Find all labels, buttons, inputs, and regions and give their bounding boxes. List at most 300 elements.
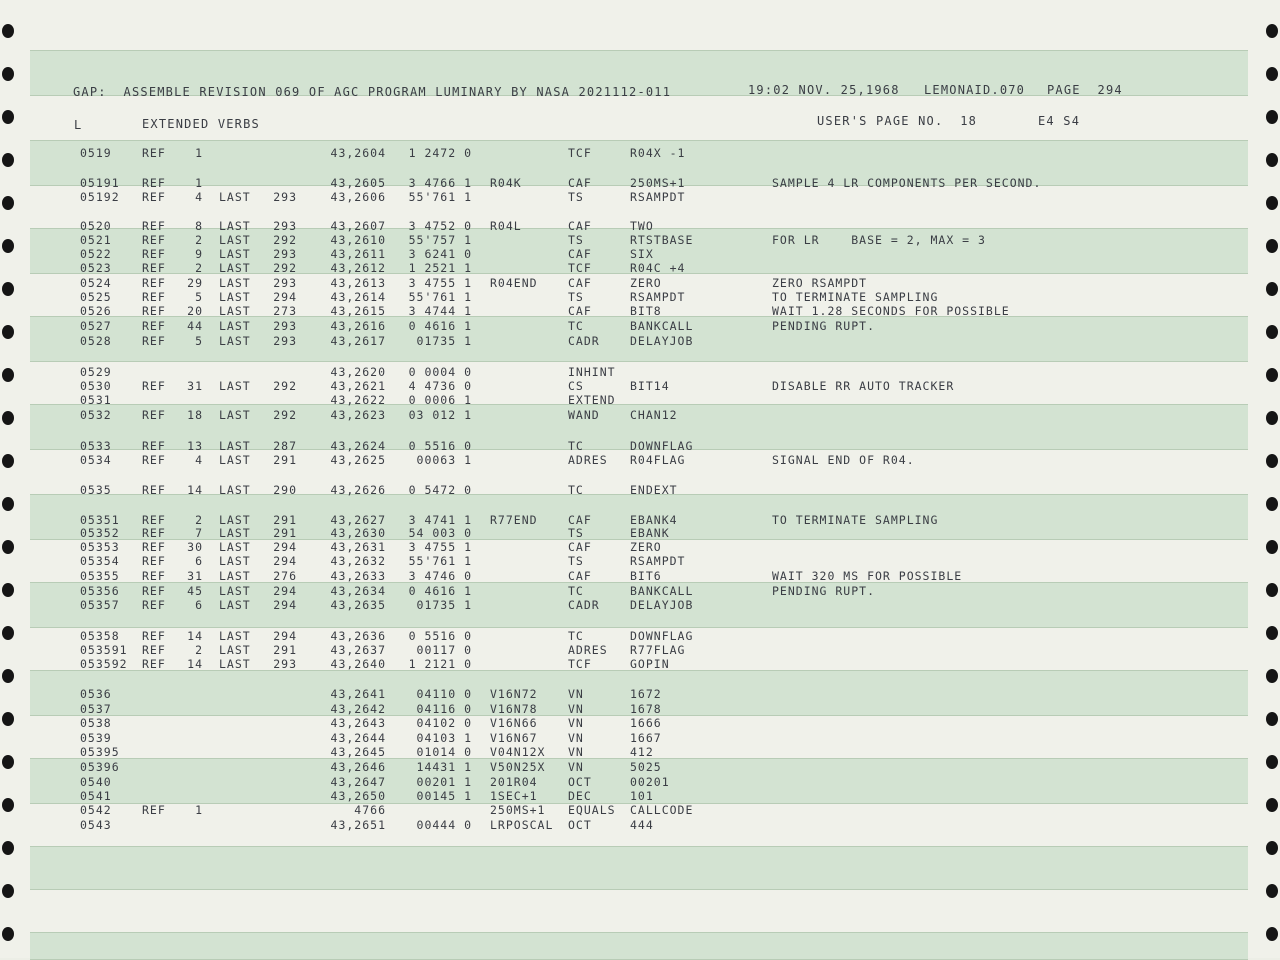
operand: R04X -1 — [630, 146, 686, 160]
ref-tag: REF — [142, 569, 166, 583]
ref-tag: REF — [142, 629, 166, 643]
line-number: 05395 — [80, 745, 120, 759]
last-page: 293 — [273, 334, 297, 348]
last-tag: LAST — [219, 261, 251, 275]
tractor-feed-hole — [1266, 368, 1278, 382]
label: V50N25X — [490, 760, 546, 774]
operand: RSAMPDT — [630, 190, 686, 204]
octal-word: 55'761 1 — [408, 554, 472, 568]
address: 43,2632 — [330, 554, 386, 568]
operand: DOWNFLAG — [630, 439, 694, 453]
line-number: 0536 — [80, 687, 112, 701]
tractor-feed-hole — [2, 325, 14, 339]
octal-word: 4 4736 0 — [408, 379, 472, 393]
line-number: 0519 — [80, 146, 112, 160]
listing-source: LEMONAID.070 — [924, 83, 1026, 97]
ref-count: 30 — [187, 540, 203, 554]
last-tag: LAST — [219, 584, 251, 598]
line-number: 0529 — [80, 365, 112, 379]
label: 1SEC+1 — [490, 789, 538, 803]
opcode: CADR — [568, 598, 600, 612]
address: 43,2647 — [330, 775, 386, 789]
opcode: TS — [568, 526, 584, 540]
opcode: CADR — [568, 334, 600, 348]
opcode: DEC — [568, 789, 592, 803]
ref-tag: REF — [142, 219, 166, 233]
octal-word: 01735 1 — [416, 334, 472, 348]
address: 43,2615 — [330, 304, 386, 318]
tractor-feed-hole — [1266, 927, 1278, 941]
section-title: EXTENDED VERBS — [142, 117, 260, 131]
line-number: 0530 — [80, 379, 112, 393]
ref-tag: REF — [142, 439, 166, 453]
operand: R04FLAG — [630, 453, 686, 467]
operand: RSAMPDT — [630, 290, 686, 304]
address: 43,2646 — [330, 760, 386, 774]
octal-word: 3 4755 1 — [408, 276, 472, 290]
operand: 5025 — [630, 760, 662, 774]
label: R04END — [490, 276, 538, 290]
operand: BIT8 — [630, 304, 662, 318]
address: 43,2645 — [330, 745, 386, 759]
operand: 101 — [630, 789, 654, 803]
comment: TO TERMINATE SAMPLING — [772, 290, 939, 304]
operand: 444 — [630, 818, 654, 832]
label: R77END — [490, 513, 538, 527]
ref-count: 29 — [187, 276, 203, 290]
tractor-feed-hole — [1266, 884, 1278, 898]
operand: R77FLAG — [630, 643, 686, 657]
ref-tag: REF — [142, 526, 166, 540]
line-number: 05358 — [80, 629, 120, 643]
address: 43,2626 — [330, 483, 386, 497]
ref-count: 31 — [187, 379, 203, 393]
tractor-feed-hole — [2, 497, 14, 511]
ref-count: 1 — [195, 176, 203, 190]
ref-count: 1 — [195, 803, 203, 817]
operand: CALLCODE — [630, 803, 694, 817]
tractor-feed-hole — [1266, 153, 1278, 167]
octal-word: 3 4741 1 — [408, 513, 472, 527]
octal-word: 14431 1 — [416, 760, 472, 774]
line-number: 0524 — [80, 276, 112, 290]
line-number: 0537 — [80, 702, 112, 716]
opcode: ADRES — [568, 643, 608, 657]
last-tag: LAST — [219, 453, 251, 467]
ref-tag: REF — [142, 657, 166, 671]
operand: DELAYJOB — [630, 598, 694, 612]
last-tag: LAST — [219, 233, 251, 247]
ref-count: 7 — [195, 526, 203, 540]
last-page: 291 — [273, 453, 297, 467]
tractor-feed-hole — [2, 196, 14, 210]
octal-word: 00444 0 — [416, 818, 472, 832]
operand: 250MS+1 — [630, 176, 686, 190]
comment: PENDING RUPT. — [772, 319, 876, 333]
opcode: TCF — [568, 261, 592, 275]
ref-count: 45 — [187, 584, 203, 598]
tractor-feed-hole — [2, 282, 14, 296]
address: 43,2614 — [330, 290, 386, 304]
last-tag: LAST — [219, 643, 251, 657]
tractor-feed-hole — [2, 153, 14, 167]
last-tag: LAST — [219, 657, 251, 671]
last-page: 291 — [273, 643, 297, 657]
octal-word: 04110 0 — [416, 687, 472, 701]
last-tag: LAST — [219, 304, 251, 318]
opcode: TS — [568, 290, 584, 304]
address: 43,2606 — [330, 190, 386, 204]
ref-tag: REF — [142, 643, 166, 657]
octal-word: 03 012 1 — [408, 408, 472, 422]
opcode: CAF — [568, 219, 592, 233]
label: V16N72 — [490, 687, 538, 701]
last-page: 294 — [273, 540, 297, 554]
line-number: 0522 — [80, 247, 112, 261]
opcode: CAF — [568, 540, 592, 554]
line-number: 0539 — [80, 731, 112, 745]
label: R04K — [490, 176, 522, 190]
opcode: VN — [568, 687, 584, 701]
ref-tag: REF — [142, 233, 166, 247]
address: 43,2622 — [330, 393, 386, 407]
last-page: 294 — [273, 598, 297, 612]
octal-word: 0 5472 0 — [408, 483, 472, 497]
last-page: 293 — [273, 247, 297, 261]
tractor-feed-hole — [1266, 67, 1278, 81]
address: 43,2621 — [330, 379, 386, 393]
ref-tag: REF — [142, 598, 166, 612]
address: 43,2640 — [330, 657, 386, 671]
line-number: 05355 — [80, 569, 120, 583]
tractor-feed-hole — [1266, 24, 1278, 38]
tractor-feed-hole — [1266, 669, 1278, 683]
last-tag: LAST — [219, 290, 251, 304]
tractor-feed-hole — [1266, 454, 1278, 468]
octal-word: 01735 1 — [416, 598, 472, 612]
line-number: 0540 — [80, 775, 112, 789]
octal-word: 0 4616 1 — [408, 584, 472, 598]
tractor-feed-hole — [2, 583, 14, 597]
ref-count: 2 — [195, 513, 203, 527]
last-tag: LAST — [219, 598, 251, 612]
last-tag: LAST — [219, 629, 251, 643]
operand: TWO — [630, 219, 654, 233]
address: 43,2642 — [330, 702, 386, 716]
operand: BANKCALL — [630, 584, 694, 598]
label: 201R04 — [490, 775, 538, 789]
operand: GOPIN — [630, 657, 670, 671]
opcode: EXTEND — [568, 393, 616, 407]
opcode: VN — [568, 702, 584, 716]
label: LRPOSCAL — [490, 818, 554, 832]
tractor-feed-hole — [2, 239, 14, 253]
tractor-feed-hole — [1266, 626, 1278, 640]
operand: 412 — [630, 745, 654, 759]
operand: ZERO — [630, 540, 662, 554]
tractor-feed-hole — [2, 24, 14, 38]
tractor-feed-hole — [2, 368, 14, 382]
ref-tag: REF — [142, 304, 166, 318]
octal-word: 1 2521 1 — [408, 261, 472, 275]
last-tag: LAST — [219, 554, 251, 568]
ref-tag: REF — [142, 408, 166, 422]
opcode: VN — [568, 731, 584, 745]
comment: FOR LR BASE = 2, MAX = 3 — [772, 233, 986, 247]
octal-word: 3 6241 0 — [408, 247, 472, 261]
opcode: CAF — [568, 276, 592, 290]
last-page: 287 — [273, 439, 297, 453]
tractor-feed-hole — [2, 884, 14, 898]
operand: DOWNFLAG — [630, 629, 694, 643]
ref-count: 44 — [187, 319, 203, 333]
line-number: 0533 — [80, 439, 112, 453]
page-number: PAGE 294 — [1047, 83, 1123, 97]
line-number: 053591 — [80, 643, 128, 657]
octal-word: 3 4746 0 — [408, 569, 472, 583]
last-tag: LAST — [219, 513, 251, 527]
opcode: TC — [568, 319, 584, 333]
address: 43,2617 — [330, 334, 386, 348]
address: 43,2650 — [330, 789, 386, 803]
octal-word: 01014 0 — [416, 745, 472, 759]
comment: ZERO RSAMPDT — [772, 276, 868, 290]
operand: 1678 — [630, 702, 662, 716]
last-page: 291 — [273, 526, 297, 540]
operand: CHAN12 — [630, 408, 678, 422]
tractor-feed-hole — [2, 110, 14, 124]
octal-word: 55'761 1 — [408, 190, 472, 204]
tractor-feed-hole — [1266, 497, 1278, 511]
tractor-feed-hole — [2, 454, 14, 468]
opcode: CAF — [568, 304, 592, 318]
ref-count: 9 — [195, 247, 203, 261]
ref-count: 4 — [195, 453, 203, 467]
address: 43,2633 — [330, 569, 386, 583]
line-number: 05351 — [80, 513, 120, 527]
operand: RSAMPDT — [630, 554, 686, 568]
line-number: 0523 — [80, 261, 112, 275]
operand: 1667 — [630, 731, 662, 745]
octal-word: 3 4752 0 — [408, 219, 472, 233]
ref-count: 13 — [187, 439, 203, 453]
opcode: TC — [568, 439, 584, 453]
opcode: TS — [568, 554, 584, 568]
opcode: TS — [568, 190, 584, 204]
line-number: 0525 — [80, 290, 112, 304]
last-page: 293 — [273, 319, 297, 333]
ref-tag: REF — [142, 190, 166, 204]
tractor-feed-hole — [1266, 282, 1278, 296]
last-tag: LAST — [219, 379, 251, 393]
operand: 1672 — [630, 687, 662, 701]
comment: PENDING RUPT. — [772, 584, 876, 598]
tractor-feed-hole — [2, 798, 14, 812]
tractor-feed-hole — [2, 626, 14, 640]
tractor-feed-hole — [2, 540, 14, 554]
ref-tag: REF — [142, 453, 166, 467]
bank-tag: E4 S4 — [1038, 114, 1081, 128]
line-number: 0538 — [80, 716, 112, 730]
ref-tag: REF — [142, 247, 166, 261]
ref-tag: REF — [142, 319, 166, 333]
last-tag: LAST — [219, 219, 251, 233]
opcode: ADRES — [568, 453, 608, 467]
octal-word: 0 4616 1 — [408, 319, 472, 333]
last-page: 292 — [273, 408, 297, 422]
octal-word: 3 4766 1 — [408, 176, 472, 190]
ref-tag: REF — [142, 379, 166, 393]
ref-tag: REF — [142, 276, 166, 290]
last-tag: LAST — [219, 540, 251, 554]
comment: DISABLE RR AUTO TRACKER — [772, 379, 955, 393]
comment: TO TERMINATE SAMPLING — [772, 513, 939, 527]
address: 43,2616 — [330, 319, 386, 333]
last-tag: LAST — [219, 247, 251, 261]
line-number: 05192 — [80, 190, 120, 204]
tractor-feed-hole — [1266, 411, 1278, 425]
last-tag: LAST — [219, 483, 251, 497]
green-bar — [30, 846, 1248, 890]
green-bar — [30, 932, 1248, 960]
last-tag: LAST — [219, 439, 251, 453]
section-marker: L — [74, 118, 83, 132]
tractor-feed-hole — [1266, 110, 1278, 124]
last-page: 294 — [273, 290, 297, 304]
address: 43,2623 — [330, 408, 386, 422]
ref-count: 2 — [195, 643, 203, 657]
comment: SIGNAL END OF R04. — [772, 453, 915, 467]
address: 43,2624 — [330, 439, 386, 453]
last-page: 293 — [273, 276, 297, 290]
tractor-feed-hole — [1266, 325, 1278, 339]
line-number: 0535 — [80, 483, 112, 497]
last-page: 294 — [273, 554, 297, 568]
address: 43,2612 — [330, 261, 386, 275]
octal-word: 3 4744 1 — [408, 304, 472, 318]
last-page: 292 — [273, 233, 297, 247]
address: 43,2607 — [330, 219, 386, 233]
listing-timestamp: 19:02 NOV. 25,1968 — [748, 83, 900, 97]
ref-count: 8 — [195, 219, 203, 233]
ref-tag: REF — [142, 483, 166, 497]
operand: R04C +4 — [630, 261, 686, 275]
ref-tag: REF — [142, 513, 166, 527]
opcode: CS — [568, 379, 584, 393]
operand: EBANK4 — [630, 513, 678, 527]
last-tag: LAST — [219, 334, 251, 348]
tractor-feed-hole — [1266, 712, 1278, 726]
comment: SAMPLE 4 LR COMPONENTS PER SECOND. — [772, 176, 1042, 190]
tractor-feed-hole — [2, 755, 14, 769]
opcode: CAF — [568, 513, 592, 527]
ref-count: 6 — [195, 598, 203, 612]
line-number: 0526 — [80, 304, 112, 318]
last-page: 273 — [273, 304, 297, 318]
line-number: 0542 — [80, 803, 112, 817]
octal-word: 00201 1 — [416, 775, 472, 789]
ref-count: 1 — [195, 146, 203, 160]
line-number: 0528 — [80, 334, 112, 348]
octal-word: 0 0006 1 — [408, 393, 472, 407]
address: 43,2637 — [330, 643, 386, 657]
line-number: 05354 — [80, 554, 120, 568]
operand: BANKCALL — [630, 319, 694, 333]
last-page: 292 — [273, 261, 297, 275]
opcode: TC — [568, 483, 584, 497]
operand: 1666 — [630, 716, 662, 730]
ref-count: 14 — [187, 483, 203, 497]
last-page: 293 — [273, 657, 297, 671]
operand: ENDEXT — [630, 483, 678, 497]
ref-tag: REF — [142, 176, 166, 190]
line-number: 0543 — [80, 818, 112, 832]
label: V16N78 — [490, 702, 538, 716]
label: 250MS+1 — [490, 803, 546, 817]
address: 43,2631 — [330, 540, 386, 554]
operand: SIX — [630, 247, 654, 261]
octal-word: 04116 0 — [416, 702, 472, 716]
last-tag: LAST — [219, 408, 251, 422]
operand: 00201 — [630, 775, 670, 789]
last-page: 291 — [273, 513, 297, 527]
octal-word: 0 5516 0 — [408, 439, 472, 453]
last-tag: LAST — [219, 526, 251, 540]
opcode: TS — [568, 233, 584, 247]
octal-word: 55'761 1 — [408, 290, 472, 304]
last-page: 294 — [273, 584, 297, 598]
tractor-feed-hole — [1266, 841, 1278, 855]
tractor-feed-hole — [1266, 583, 1278, 597]
line-number: 05191 — [80, 176, 120, 190]
octal-word: 0 5516 0 — [408, 629, 472, 643]
ref-tag: REF — [142, 803, 166, 817]
last-page: 293 — [273, 219, 297, 233]
ref-count: 2 — [195, 261, 203, 275]
operand: DELAYJOB — [630, 334, 694, 348]
line-number: 053592 — [80, 657, 128, 671]
octal-word: 00063 1 — [416, 453, 472, 467]
tractor-feed-hole — [1266, 755, 1278, 769]
tractor-feed-hole — [2, 67, 14, 81]
address: 43,2630 — [330, 526, 386, 540]
octal-word: 0 0004 0 — [408, 365, 472, 379]
ref-tag: REF — [142, 554, 166, 568]
opcode: TC — [568, 629, 584, 643]
address: 43,2610 — [330, 233, 386, 247]
ref-count: 14 — [187, 629, 203, 643]
operand: EBANK — [630, 526, 670, 540]
octal-word: 55'757 1 — [408, 233, 472, 247]
comment: WAIT 320 MS FOR POSSIBLE — [772, 569, 963, 583]
last-tag: LAST — [219, 569, 251, 583]
address: 43,2613 — [330, 276, 386, 290]
ref-count: 6 — [195, 554, 203, 568]
tractor-feed-hole — [2, 411, 14, 425]
tractor-feed-hole — [1266, 798, 1278, 812]
address: 43,2605 — [330, 176, 386, 190]
address: 43,2625 — [330, 453, 386, 467]
line-number: 05353 — [80, 540, 120, 554]
opcode: VN — [568, 716, 584, 730]
ref-count: 18 — [187, 408, 203, 422]
line-number: 05396 — [80, 760, 120, 774]
address: 43,2627 — [330, 513, 386, 527]
ref-count: 5 — [195, 334, 203, 348]
line-number: 0520 — [80, 219, 112, 233]
opcode: INHINT — [568, 365, 616, 379]
address: 43,2644 — [330, 731, 386, 745]
